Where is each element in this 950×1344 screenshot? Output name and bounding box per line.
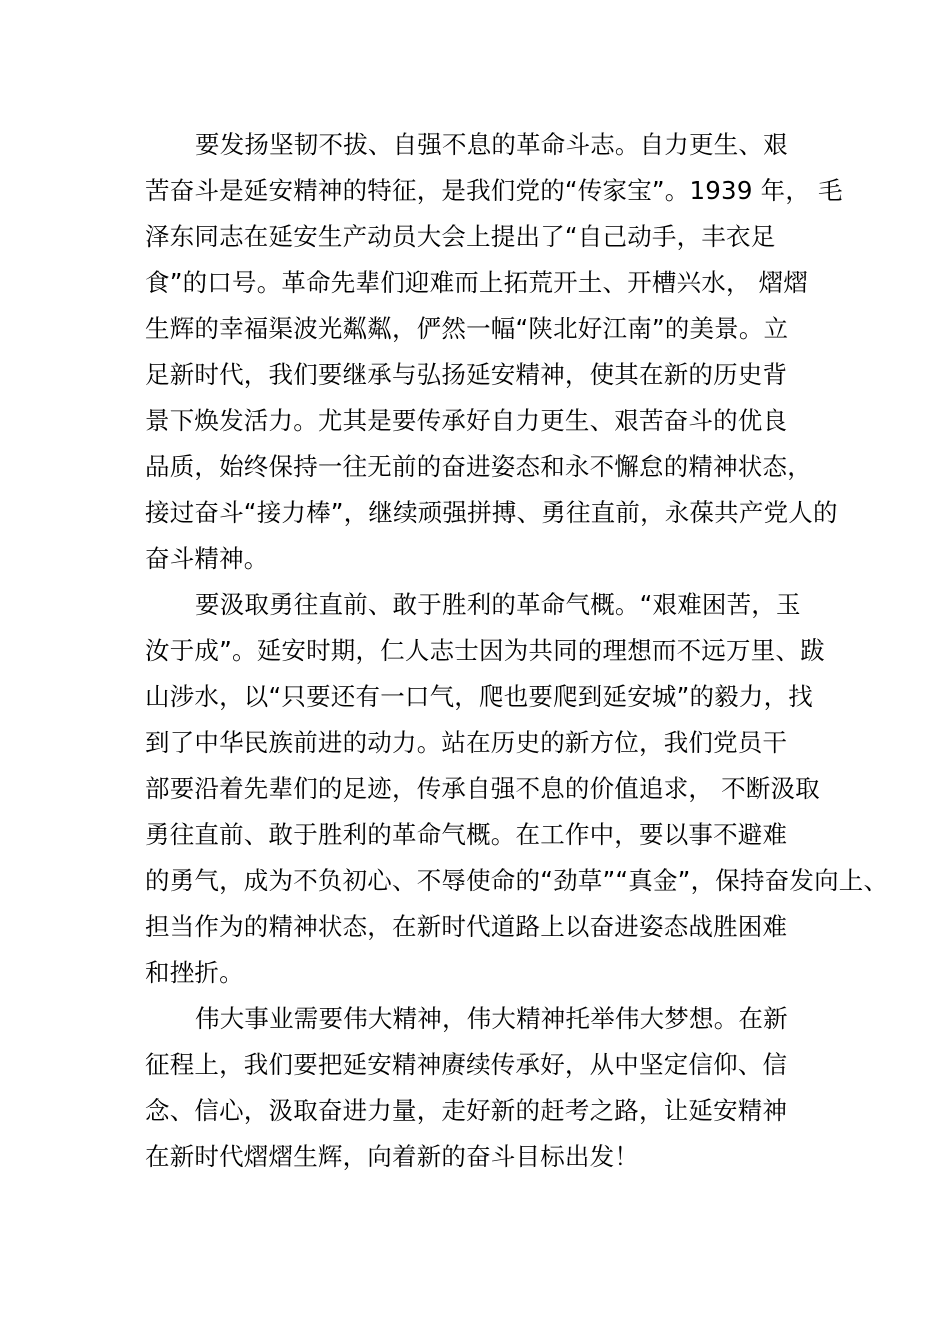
text-line: 食”的口号。革命先辈们迎难而上拓荒开土、开槽兴水， 熠熠 xyxy=(145,268,809,297)
text-line: 念、信心，汲取奋进力量，走好新的赶考之路，让延安精神 xyxy=(145,1096,788,1125)
paragraph-2 xyxy=(145,582,889,996)
text-line: 伟大事业需要伟大精神，伟大精神托举伟大梦想。在新 xyxy=(195,1004,788,1033)
text-line: 接过奋斗“接力棒”，继续顽强拼搏、勇往直前，永葆共产党人的 xyxy=(145,498,838,527)
paragraph-1 xyxy=(145,122,845,582)
text-line: 要汲取勇往直前、敢于胜利的革命气概。“艰难困苦，玉 xyxy=(195,590,801,619)
text-line: 要发扬坚韧不拔、自强不息的革命斗志。自力更生、艰 xyxy=(195,130,788,159)
text-line: 和挫折。 xyxy=(145,958,244,987)
text-line: 部要沿着先辈们的足迹，传承自强不息的价值追求， 不断汲取 xyxy=(145,774,820,803)
paragraph-3 xyxy=(145,996,845,1180)
text-line: 足新时代，我们要继承与弘扬延安精神，使其在新的历史背 xyxy=(145,360,788,389)
text-line: 在新时代熠熠生辉，向着新的奋斗目标出发！ xyxy=(145,1142,639,1171)
text-line: 山涉水，以“只要还有一口气，爬也要爬到延安城”的毅力，找 xyxy=(145,682,813,711)
body-text xyxy=(145,122,889,1180)
text-line: 汝于成”。延安时期，仁人志士因为共同的理想而不远万里、跋 xyxy=(145,636,825,665)
text-line: 品质，始终保持一往无前的奋进姿态和永不懈怠的精神状态， xyxy=(145,452,812,481)
text-line: 的勇气，成为不负初心、不辱使命的“劲草”“真金”，保持奋发向上、 xyxy=(145,866,889,895)
text-line: 苦奋斗是延安精神的特征，是我们党的“传家宝”。1939 年， 毛 xyxy=(145,176,843,205)
text-line: 勇往直前、敢于胜利的革命气概。在工作中，要以事不避难 xyxy=(145,820,788,849)
text-line: 担当作为的精神状态，在新时代道路上以奋进姿态战胜困难 xyxy=(145,912,788,941)
text-line: 征程上，我们要把延安精神赓续传承好，从中坚定信仰、信 xyxy=(145,1050,788,1079)
text-line: 到了中华民族前进的动力。站在历史的新方位，我们党员干 xyxy=(145,728,788,757)
text-line: 景下焕发活力。尤其是要传承好自力更生、艰苦奋斗的优良 xyxy=(145,406,788,435)
text-line: 泽东同志在延安生产动员大会上提出了“自己动手，丰衣足 xyxy=(145,222,776,251)
text-line: 奋斗精神。 xyxy=(145,544,269,573)
text-line: 生辉的幸福渠波光粼粼，俨然一幅“陕北好江南”的美景。立 xyxy=(145,314,789,343)
